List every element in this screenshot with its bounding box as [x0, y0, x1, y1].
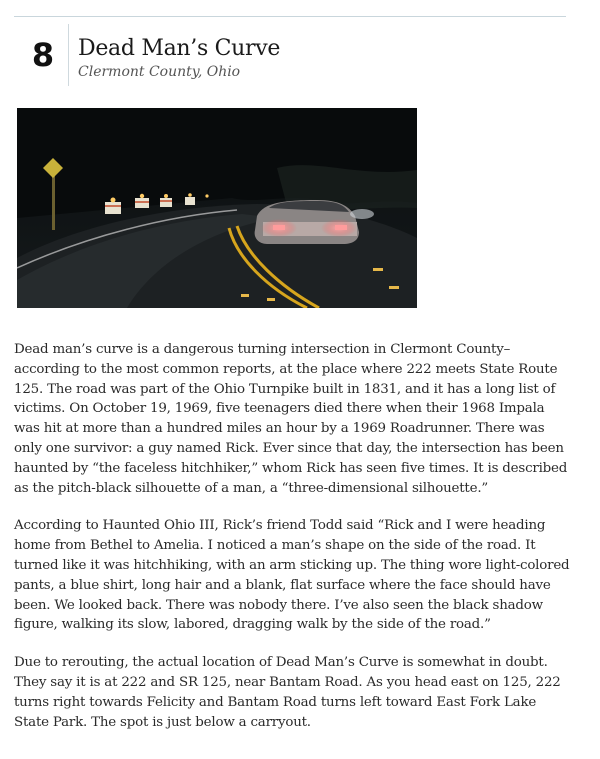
article-body [14, 340, 574, 750]
top-divider [14, 16, 566, 17]
night-road-photo-icon [17, 108, 417, 308]
entry-location: Clermont County, Ohio [78, 64, 241, 80]
entry-title: Dead Man’s Curve [78, 36, 281, 61]
entry-number: 8 [31, 36, 55, 74]
paragraph: According to Haunted Ohio III, Rick’s friend Todd said “Rick and I were heading home from Bethel to Amelia. I noticed a man’s shape on the side of the road. It turned like it was hitchhiking, with an arm sticking up. The thing wore light-colored pants, a blue shirt, long hair and a blank, flat surface where the face should have been. We looked back. There was nobody there. I’ve also seen the black shadow figure, walking its slow, labored, dragging walk by the side of the road.” [14, 518, 570, 633]
header-divider [68, 24, 69, 86]
paragraph: Dead man’s curve is a dangerous turning intersection in Clermont County–according to the most common reports, at the place where 222 meets State Route 125. The road was part of the Ohio Turnpike built in 1831, and it has a long list of victims. On October 19, 1969, five teenagers died there when their 1968 Impala was hit at more than a hundred miles an hour by a 1969 Roadrunner. There was only one survivor: a guy named Rick. Ever since that day, the intersection has been haunted by “the faceless hitchhiker,” whom Rick has seen five times. It is described as the pitch-black silhouette of a man, a “three-dimensional silhouette.” [14, 342, 568, 496]
paragraph: Due to rerouting, the actual location of Dead Man’s Curve is somewhat in doubt. They say it is at 222 and SR 125, near Bantam Road. As you head east on 125, 222 turns right towards Felicity and Bantam Road turns left toward East Fork Lake State Park. The spot is just below a carryout. [14, 655, 561, 730]
night-road-photo [17, 108, 417, 308]
entry-header [14, 20, 566, 86]
